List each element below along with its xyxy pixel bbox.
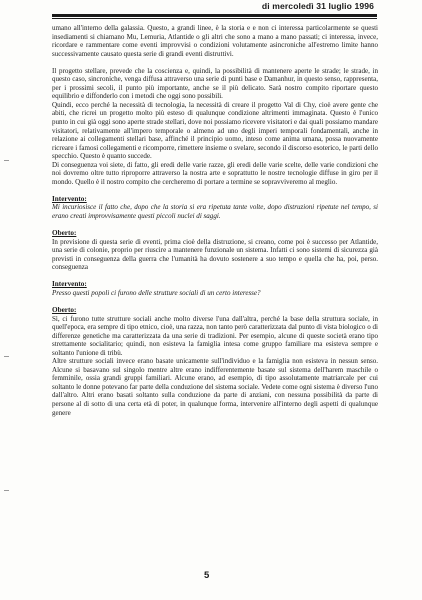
paragraph: Il progetto stellare, prevede che la coscienza e, quindi, la possibilità di mantenere aperte le strade; le strade, in questo caso, sincroniche, venga diffusa attraverso una serie di punti base e Damanhur, in questo senso, rappresenta, per i prossimi secoli, il punto più importante, anche se il più delicato. Sarà nostro compito riportare questo equilibrio e diffonderlo con i metodi che oggi sono possibili.: [52, 66, 378, 101]
binding-mark: [4, 490, 9, 491]
answer-text: Sì, ci furono tutte strutture sociali anche molto diverse l'una dall'altra, perché la base della struttura sociale, in quell'epoca, era sempre di tipo etnico, cioè, una razza, non tanto però caratterizzata dal punto di vista biologico o di differenze genetiche ma caratterizzata da una serie di tradizioni. Per esempio, alcune di queste società erano tipo strettamente socialitario; quindi, non esisteva la famiglia intesa come gruppo familiare ma esisteva sempre e soltanto l'unione di tribù.: [52, 314, 378, 357]
binding-mark: [4, 160, 9, 161]
page-number: 5: [204, 570, 210, 581]
speaker-label: Intervento:: [52, 280, 87, 289]
document-body: [52, 24, 378, 417]
speaker-label: Intervento:: [52, 194, 87, 203]
paragraph: Di conseguenza voi siete, di fatto, gli eredi delle varie razze, gli eredi delle varie scelte, delle varie condizioni che noi dovremo oltre tutto riproporre attraverso la nostra arte e soprattutto le nostre tecnologie diffuse in giro per il mondo. Quello è il nostro compito che cercheremo di portare a termine se sopravviveremo al meglio.: [52, 160, 378, 186]
header-rule-thin: [52, 18, 377, 19]
header-date: di mercoledì 31 luglio 1996: [261, 1, 374, 11]
binding-mark: [4, 356, 9, 357]
header-rule: [52, 14, 377, 17]
speaker-label: Oberto:: [52, 305, 77, 314]
paragraph: Quindi, ecco perché la necessità di tecnologia, la necessità di creare il progetto Val di Chy, cioè avere gente che abiti, che ricrei un progetto molto più esteso di qualunque condizione altrimenti immaginata. Questo è l'unico punto in cui già oggi sono aperte strade stellari, dove noi possiamo ricevere visitatori e dai quali possiamo mandare visitatori, relativamente all'impero temporale o almeno ad uno degli imperi temporali fondamentali, anche in relazione ai collegamenti stellari base, affinché il principio uomo, inteso come anima umana, possa nuovamente ricreare i famosi collegamenti e ricomporre, rimettere insieme o svelare, secondo il discorso esoterico, le parti dello specchio. Questo è quanto succede.: [52, 100, 378, 161]
answer-text: Altre strutture sociali invece erano basate unicamente sull'individuo e la famiglia non esisteva in nessun senso. Alcune si basavano sul singolo mentre altre erano indifferentemente basate sul sistema dell'harem maschile o femminile, ossia grandi gruppi familiari. Alcune erano, ad esempio, di tipo assolutamente matriarcale per cui soltanto le donne potevano far parte della conduzione del sistema sociale. Vedete come ogni sistema è diverso l'uno dall'altro. Altri erano basati soltanto sulla conduzione da parte di anziani, con nessuna possibilità da parte di persone al di sotto di una certa età di poter, in qualunque forma, intervenire all'interno degli aspetti di qualunque genere: [52, 357, 378, 417]
question-text: Presso questi popoli ci furono delle strutture sociali di un certo interesse?: [52, 288, 261, 297]
speaker-label: Oberto:: [52, 229, 77, 238]
answer-text: In previsione di questa serie di eventi, prima cioè della distruzione, si creano, come poi è successo per Atlantide, una serie di colonie, proprio per riuscire a mantenere funzionale un sistema. Infatti ci sono sistemi di sicurezza già previsti in conseguenza della guerra che l'umanità ha dovuto sostenere a suo tempo e quella che ha, poi, perso. conseguenza: [52, 237, 378, 272]
question-text: Mi incuriosisce il fatto che, dopo che la storia si era ripetuta tante volte, dopo distruzioni ripetute nel tempo, si erano creati improvvisamente questi piccoli nuclei di saggi.: [52, 203, 378, 220]
paragraph: umano all'interno della galassia. Questo, a grandi linee, è la storia e e non ci interessa particolarmente se questi insediamenti si chiamano Mu, Lemuria, Atlantide o gli altri che sono a mano a mano passati; ci interessa, invece, ricordare e rammentare come eventi improvvisi o condizioni volutamente asincroniche all'estremo limite hanno successivamente causato questa serie di grandi eventi distruttivi.: [52, 24, 378, 58]
